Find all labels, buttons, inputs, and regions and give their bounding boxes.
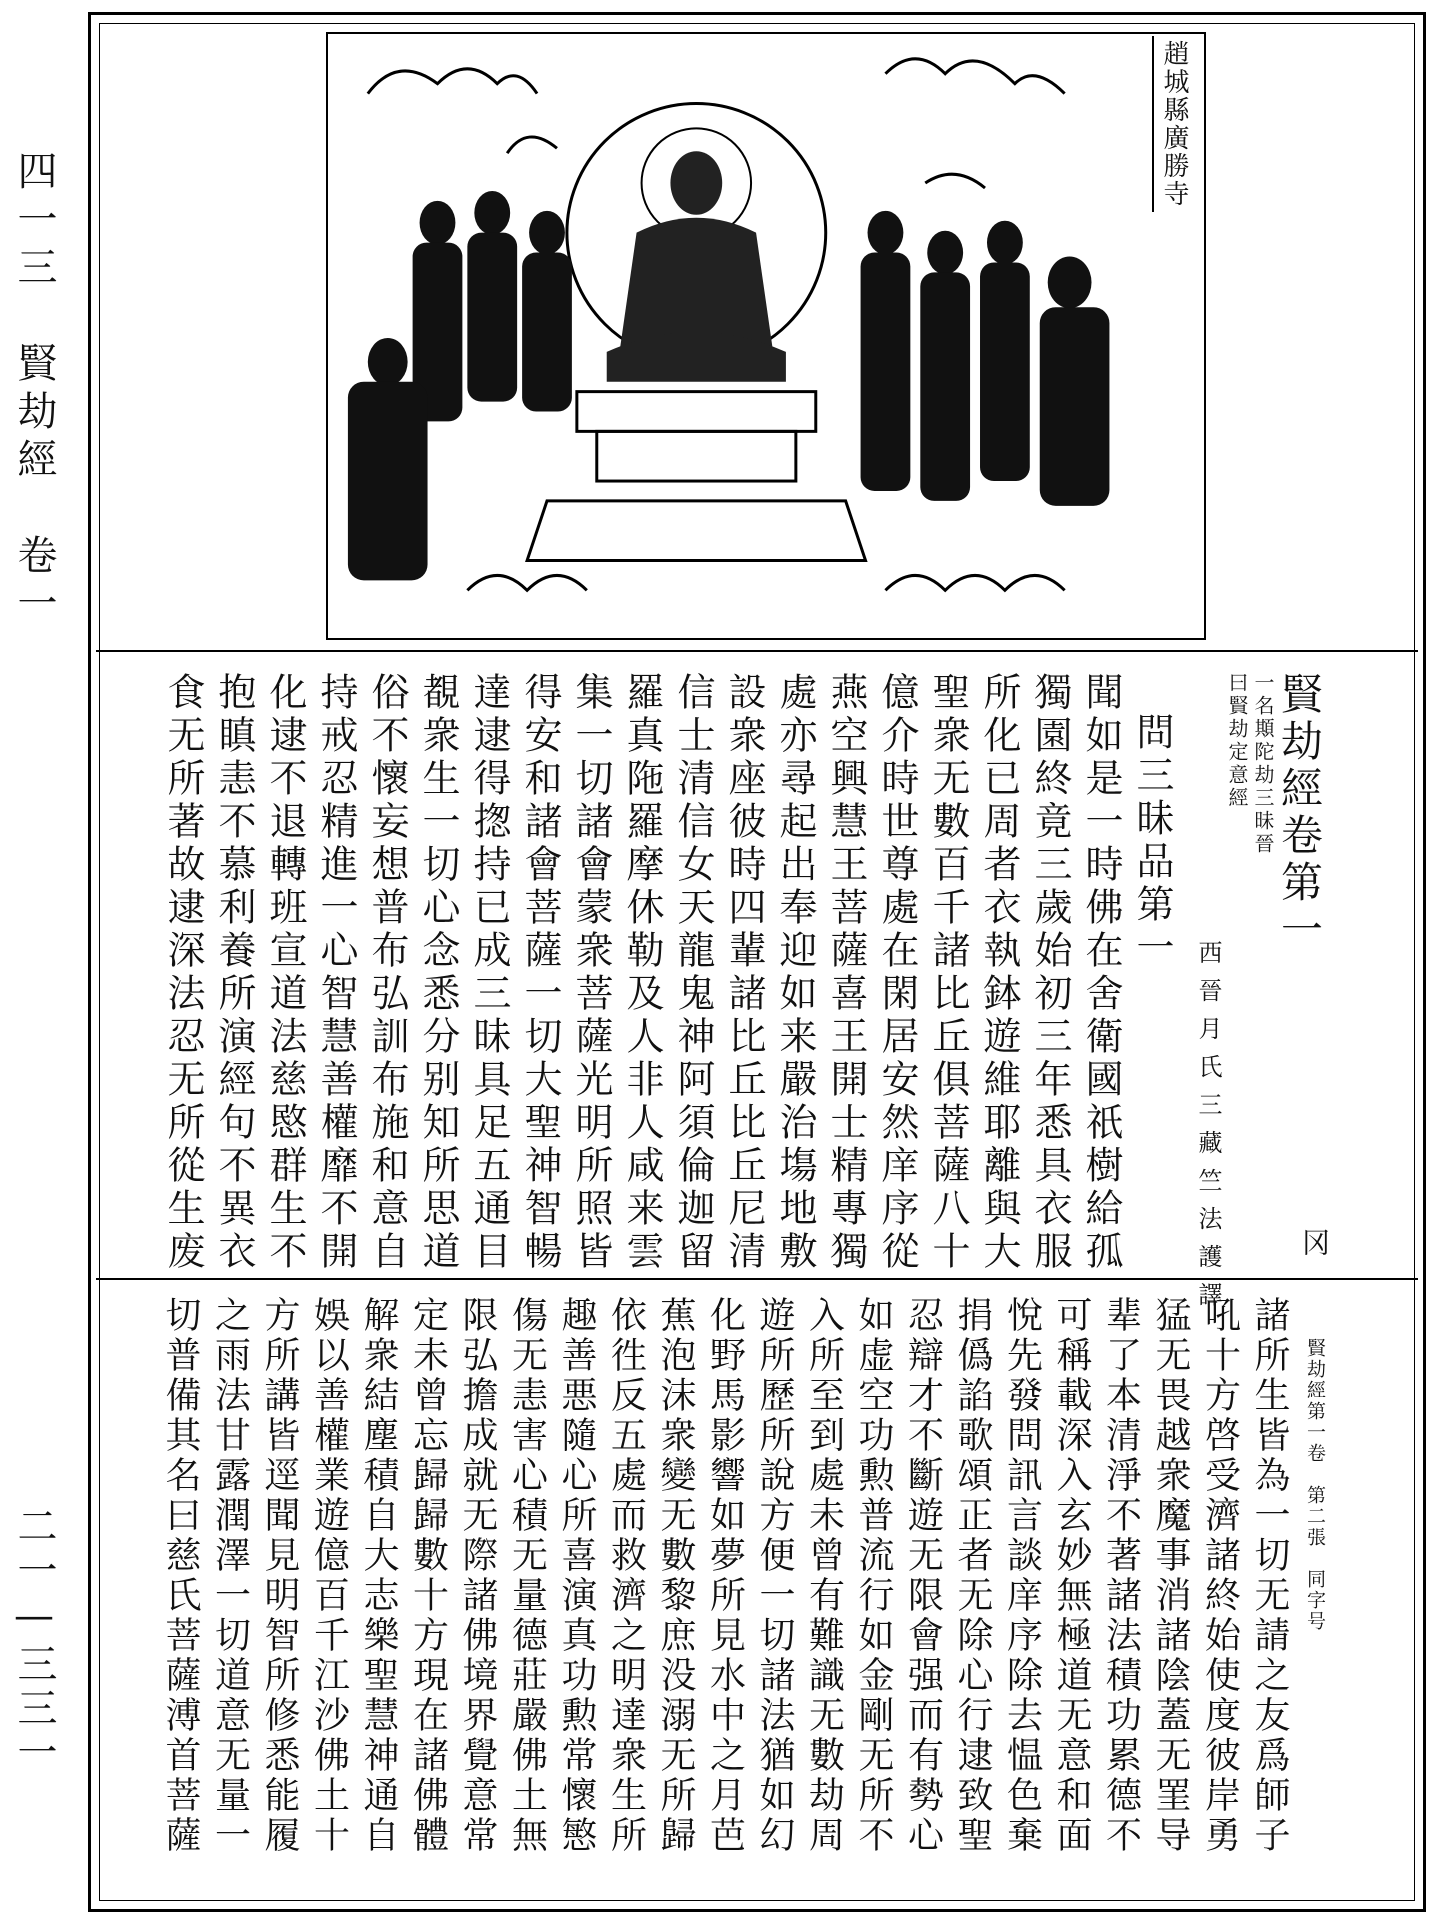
- text-column: 化逮不退轉班宣道法慈愍群生不: [263, 672, 307, 1274]
- text-column: 集一切諸會蒙衆菩薩光明所照皆: [569, 672, 613, 1274]
- title-note: 曰賢劫定意經: [1225, 672, 1249, 810]
- text-column: 所化已周者衣執鉢遊維耶離與大: [977, 672, 1021, 1274]
- buddha-assembly-illustration: [326, 32, 1206, 640]
- text-column: 獨園終竟三歲始初三年悉具衣服: [1028, 672, 1072, 1274]
- text-column: 聖衆无數百千諸比丘俱菩薩八十: [926, 672, 970, 1274]
- text-column: 限弘擔成就无際諸佛境界覺意常: [457, 1296, 498, 1856]
- text-column: 羅真陁羅摩休勒及人非人咸来雲: [620, 672, 664, 1274]
- text-column: 食无所著故逮深法忍无所從生废: [161, 672, 205, 1274]
- text-column: 入所至到處未曾有難識无數劫周: [803, 1296, 845, 1856]
- translator-line: 西晉月氏三藏竺法護譯: [1194, 940, 1222, 1320]
- text-column: 覩衆生一切心念悉分别知所思道: [416, 672, 460, 1274]
- text-column: 吼十方啓受濟諸終始使度彼岸勇: [1199, 1296, 1241, 1856]
- text-column: 悅先發問訊言談庠序除去愠色棄: [1001, 1296, 1043, 1856]
- text-column: 化野馬影響如夢所見水中之月芭: [704, 1296, 746, 1856]
- sutra-title: 賢劫經卷第一: [1275, 672, 1324, 954]
- text-column: 燕空興慧王菩薩喜王開士精專獨: [824, 672, 868, 1274]
- chapter-title: 問三昧品第一: [1130, 712, 1174, 970]
- text-column: 聞如是一時佛在舍衛國祇樹給孤: [1079, 672, 1123, 1274]
- text-column: 如虚空功勲普流行如金剛无所不: [853, 1296, 894, 1856]
- text-column: 信士清信女天龍鬼神阿須倫迦留: [671, 672, 715, 1274]
- text-column: 娛以善權業遊億百千江沙佛土十: [308, 1296, 350, 1856]
- sutra-text-panel-1: [160, 672, 1329, 1320]
- text-column: 傷无恚害心積无量德莊嚴佛土無: [506, 1296, 548, 1856]
- text-column: 依徃反五處而救濟之明達衆生所: [605, 1296, 647, 1856]
- text-column: 得安和諸會菩薩一切大聖神智暢: [518, 672, 562, 1274]
- title-note: 一名䫏陀劫三昧晉: [1251, 672, 1275, 856]
- section-divider: [96, 650, 1418, 652]
- text-column: 之雨法甘露潤澤一切道意无量一: [209, 1296, 251, 1856]
- sutra-text-panel-2: [157, 1296, 1330, 1896]
- text-column: 達逮得揔持已成三昧具足五通目: [467, 672, 511, 1274]
- block-margin-note: 賢劫經第一卷 第二張 同字号: [1304, 1338, 1326, 1632]
- text-column: 可稱載深入玄妙無極道无意和面: [1051, 1296, 1092, 1856]
- temple-label: 趙城縣廣勝寺: [1152, 36, 1195, 212]
- margin-page-number: 二一—三三一: [11, 1505, 57, 1775]
- text-column: 定未曾忘歸歸數十方現在諸佛體: [407, 1296, 449, 1856]
- text-column: 趣善悪隨心所喜演真功勲常懷慜: [556, 1296, 597, 1856]
- text-column: 遊所歷所說方便一切諸法猶如幻: [754, 1296, 795, 1856]
- text-column: 辈了本清淨不著諸法積功累德不: [1100, 1296, 1142, 1856]
- text-column: 持戒忍精進一心智慧善權靡不開: [314, 672, 358, 1274]
- text-column: 蕉泡沫衆變无數黎庶没溺无所歸: [655, 1296, 696, 1856]
- text-column: 方所講皆逕聞見明智所修悉能履: [259, 1296, 300, 1856]
- text-column: 諸所生皆為一切无請之友爲師子: [1249, 1296, 1290, 1856]
- text-column: 捐僞諂歌頌正者无除心行逮致聖: [952, 1296, 993, 1856]
- text-column: 抱瞋恚不慕利養所演經句不異衣: [212, 672, 256, 1274]
- text-column: 忍辯才不斷遊无限會强而有勢心: [902, 1296, 944, 1856]
- text-column: 切普備其名曰慈氏菩薩溥首菩薩: [160, 1296, 201, 1856]
- margin-volume-label: 四一三 賢劫經 卷一: [11, 150, 57, 630]
- text-column: 解衆結塵積自大志樂聖慧神通自: [358, 1296, 399, 1856]
- ref-mark: 冈: [1298, 1228, 1331, 1256]
- text-column: 猛无畏越衆魔事消諸陰蓋无罣导: [1150, 1296, 1191, 1856]
- text-column: 處亦尋起出奉迎如来嚴治塲地敷: [773, 672, 817, 1274]
- text-column: 俗不懷妄想普布弘訓布施和意自: [365, 672, 409, 1274]
- text-column: 億介時世尊處在閑居安然庠序從: [875, 672, 919, 1274]
- woodblock-image: [328, 34, 1204, 638]
- text-column: 設衆座彼時四輩諸比丘比丘尼清: [722, 672, 766, 1274]
